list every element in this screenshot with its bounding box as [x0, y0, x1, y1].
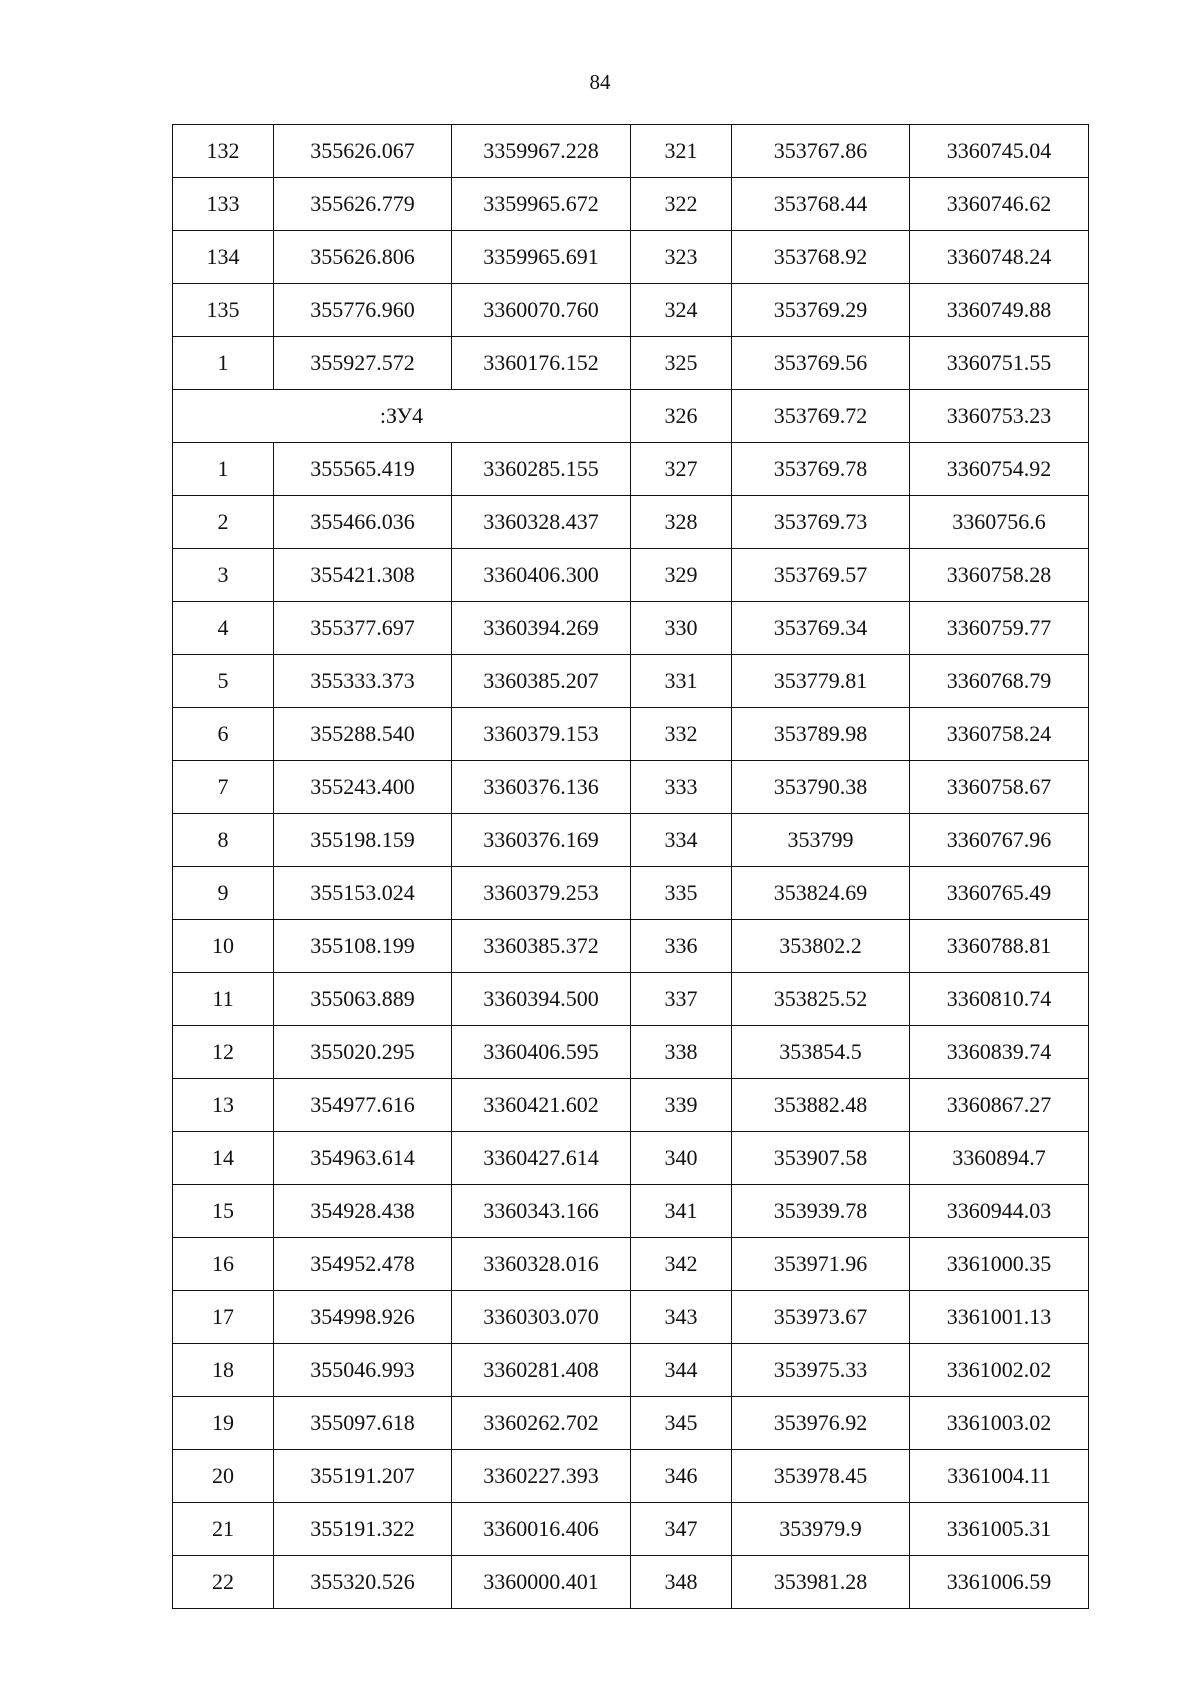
right-y-coordinate-cell: 3361002.02	[910, 1344, 1089, 1397]
left-point-number-cell: 22	[173, 1556, 274, 1609]
table-row	[173, 496, 1089, 549]
left-point-number-cell: 17	[173, 1291, 274, 1344]
table-row	[173, 1503, 1089, 1556]
left-x-coordinate-cell: 355377.697	[274, 602, 452, 655]
right-x-coordinate-cell: 353769.72	[732, 390, 910, 443]
right-y-coordinate-cell: 3361006.59	[910, 1556, 1089, 1609]
right-x-coordinate-cell: 353981.28	[732, 1556, 910, 1609]
right-x-coordinate-cell: 353769.34	[732, 602, 910, 655]
right-point-number-cell: 334	[631, 814, 732, 867]
left-x-coordinate-cell: 355626.779	[274, 178, 452, 231]
left-y-coordinate-cell: 3360000.401	[452, 1556, 631, 1609]
right-point-number-cell: 339	[631, 1079, 732, 1132]
left-point-number-cell: 3	[173, 549, 274, 602]
left-point-number-cell: 18	[173, 1344, 274, 1397]
left-point-number-cell: 5	[173, 655, 274, 708]
left-x-coordinate-cell: 355243.400	[274, 761, 452, 814]
coordinates-table-body	[173, 125, 1089, 1609]
left-y-coordinate-cell: 3360262.702	[452, 1397, 631, 1450]
left-point-number-cell: 8	[173, 814, 274, 867]
right-y-coordinate-cell: 3360758.67	[910, 761, 1089, 814]
right-x-coordinate-cell: 353939.78	[732, 1185, 910, 1238]
right-point-number-cell: 325	[631, 337, 732, 390]
left-point-number-cell: 19	[173, 1397, 274, 1450]
right-point-number-cell: 335	[631, 867, 732, 920]
right-y-coordinate-cell: 3360756.6	[910, 496, 1089, 549]
left-y-coordinate-cell: 3360421.602	[452, 1079, 631, 1132]
left-x-coordinate-cell: 355626.067	[274, 125, 452, 178]
right-x-coordinate-cell: 353768.92	[732, 231, 910, 284]
table-row	[173, 1238, 1089, 1291]
right-point-number-cell: 343	[631, 1291, 732, 1344]
left-point-number-cell: 16	[173, 1238, 274, 1291]
left-point-number-cell: 20	[173, 1450, 274, 1503]
left-x-coordinate-cell: 355333.373	[274, 655, 452, 708]
table-row	[173, 178, 1089, 231]
right-point-number-cell: 336	[631, 920, 732, 973]
left-point-number-cell: 14	[173, 1132, 274, 1185]
right-point-number-cell: 328	[631, 496, 732, 549]
table-row	[173, 602, 1089, 655]
left-point-number-cell: 15	[173, 1185, 274, 1238]
table-row	[173, 1556, 1089, 1609]
right-y-coordinate-cell: 3360748.24	[910, 231, 1089, 284]
left-x-coordinate-cell: 355320.526	[274, 1556, 452, 1609]
table-row	[173, 973, 1089, 1026]
right-point-number-cell: 332	[631, 708, 732, 761]
right-point-number-cell: 338	[631, 1026, 732, 1079]
right-x-coordinate-cell: 353907.58	[732, 1132, 910, 1185]
table-row	[173, 761, 1089, 814]
table-row	[173, 231, 1089, 284]
table-row	[173, 337, 1089, 390]
left-x-coordinate-cell: 355020.295	[274, 1026, 452, 1079]
table-row	[173, 284, 1089, 337]
right-point-number-cell: 345	[631, 1397, 732, 1450]
right-y-coordinate-cell: 3361003.02	[910, 1397, 1089, 1450]
table-row	[173, 1344, 1089, 1397]
right-point-number-cell: 327	[631, 443, 732, 496]
right-x-coordinate-cell: 353979.9	[732, 1503, 910, 1556]
left-x-coordinate-cell: 354963.614	[274, 1132, 452, 1185]
right-y-coordinate-cell: 3360749.88	[910, 284, 1089, 337]
left-y-coordinate-cell: 3359967.228	[452, 125, 631, 178]
left-point-number-cell: 132	[173, 125, 274, 178]
left-y-coordinate-cell: 3360285.155	[452, 443, 631, 496]
right-x-coordinate-cell: 353790.38	[732, 761, 910, 814]
right-y-coordinate-cell: 3360767.96	[910, 814, 1089, 867]
table-row	[173, 1185, 1089, 1238]
left-x-coordinate-cell: 355466.036	[274, 496, 452, 549]
right-y-coordinate-cell: 3360745.04	[910, 125, 1089, 178]
left-x-coordinate-cell: 355776.960	[274, 284, 452, 337]
left-point-number-cell: 4	[173, 602, 274, 655]
left-point-number-cell: 134	[173, 231, 274, 284]
right-point-number-cell: 333	[631, 761, 732, 814]
left-y-coordinate-cell: 3360176.152	[452, 337, 631, 390]
left-x-coordinate-cell: 355191.207	[274, 1450, 452, 1503]
left-x-coordinate-cell: 355198.159	[274, 814, 452, 867]
right-x-coordinate-cell: 353824.69	[732, 867, 910, 920]
right-y-coordinate-cell: 3360758.24	[910, 708, 1089, 761]
right-point-number-cell: 347	[631, 1503, 732, 1556]
left-x-coordinate-cell: 355153.024	[274, 867, 452, 920]
right-point-number-cell: 322	[631, 178, 732, 231]
left-point-number-cell: 21	[173, 1503, 274, 1556]
table-row	[173, 708, 1089, 761]
right-point-number-cell: 326	[631, 390, 732, 443]
left-y-coordinate-cell: 3360328.437	[452, 496, 631, 549]
left-x-coordinate-cell: 355097.618	[274, 1397, 452, 1450]
left-y-coordinate-cell: 3360385.372	[452, 920, 631, 973]
right-x-coordinate-cell: 353769.73	[732, 496, 910, 549]
right-point-number-cell: 329	[631, 549, 732, 602]
table-row	[173, 1291, 1089, 1344]
left-x-coordinate-cell: 354952.478	[274, 1238, 452, 1291]
table-row	[173, 867, 1089, 920]
left-y-coordinate-cell: 3359965.691	[452, 231, 631, 284]
right-y-coordinate-cell: 3360894.7	[910, 1132, 1089, 1185]
table-row	[173, 125, 1089, 178]
left-point-number-cell: 11	[173, 973, 274, 1026]
right-x-coordinate-cell: 353802.2	[732, 920, 910, 973]
right-y-coordinate-cell: 3360765.49	[910, 867, 1089, 920]
right-point-number-cell: 324	[631, 284, 732, 337]
left-point-number-cell: 10	[173, 920, 274, 973]
right-point-number-cell: 346	[631, 1450, 732, 1503]
left-y-coordinate-cell: 3360016.406	[452, 1503, 631, 1556]
right-point-number-cell: 340	[631, 1132, 732, 1185]
left-y-coordinate-cell: 3360227.393	[452, 1450, 631, 1503]
right-y-coordinate-cell: 3360746.62	[910, 178, 1089, 231]
right-x-coordinate-cell: 353799	[732, 814, 910, 867]
left-y-coordinate-cell: 3360427.614	[452, 1132, 631, 1185]
section-label-cell: :ЗУ4	[173, 390, 631, 443]
table-row	[173, 549, 1089, 602]
left-y-coordinate-cell: 3359965.672	[452, 178, 631, 231]
left-y-coordinate-cell: 3360343.166	[452, 1185, 631, 1238]
right-y-coordinate-cell: 3360768.79	[910, 655, 1089, 708]
right-x-coordinate-cell: 353768.44	[732, 178, 910, 231]
table-row	[173, 1132, 1089, 1185]
right-y-coordinate-cell: 3360753.23	[910, 390, 1089, 443]
left-point-number-cell: 1	[173, 443, 274, 496]
left-point-number-cell: 135	[173, 284, 274, 337]
right-y-coordinate-cell: 3360754.92	[910, 443, 1089, 496]
right-y-coordinate-cell: 3360839.74	[910, 1026, 1089, 1079]
left-x-coordinate-cell: 354928.438	[274, 1185, 452, 1238]
right-point-number-cell: 341	[631, 1185, 732, 1238]
coordinates-table	[172, 124, 1089, 1609]
right-point-number-cell: 330	[631, 602, 732, 655]
left-y-coordinate-cell: 3360376.169	[452, 814, 631, 867]
right-y-coordinate-cell: 3360751.55	[910, 337, 1089, 390]
left-point-number-cell: 6	[173, 708, 274, 761]
right-y-coordinate-cell: 3361004.11	[910, 1450, 1089, 1503]
left-point-number-cell: 2	[173, 496, 274, 549]
left-x-coordinate-cell: 355063.889	[274, 973, 452, 1026]
right-x-coordinate-cell: 353769.56	[732, 337, 910, 390]
left-x-coordinate-cell: 355927.572	[274, 337, 452, 390]
left-y-coordinate-cell: 3360394.269	[452, 602, 631, 655]
right-y-coordinate-cell: 3361000.35	[910, 1238, 1089, 1291]
right-x-coordinate-cell: 353973.67	[732, 1291, 910, 1344]
right-x-coordinate-cell: 353767.86	[732, 125, 910, 178]
right-point-number-cell: 348	[631, 1556, 732, 1609]
right-y-coordinate-cell: 3361005.31	[910, 1503, 1089, 1556]
table-row	[173, 920, 1089, 973]
left-x-coordinate-cell: 355626.806	[274, 231, 452, 284]
table-row	[173, 655, 1089, 708]
right-point-number-cell: 331	[631, 655, 732, 708]
left-y-coordinate-cell: 3360376.136	[452, 761, 631, 814]
left-x-coordinate-cell: 355565.419	[274, 443, 452, 496]
table-row	[173, 814, 1089, 867]
left-x-coordinate-cell: 355288.540	[274, 708, 452, 761]
left-y-coordinate-cell: 3360406.300	[452, 549, 631, 602]
right-x-coordinate-cell: 353769.29	[732, 284, 910, 337]
left-y-coordinate-cell: 3360070.760	[452, 284, 631, 337]
right-x-coordinate-cell: 353882.48	[732, 1079, 910, 1132]
left-x-coordinate-cell: 354998.926	[274, 1291, 452, 1344]
left-x-coordinate-cell: 355046.993	[274, 1344, 452, 1397]
right-point-number-cell: 344	[631, 1344, 732, 1397]
left-point-number-cell: 12	[173, 1026, 274, 1079]
left-x-coordinate-cell: 355191.322	[274, 1503, 452, 1556]
left-y-coordinate-cell: 3360328.016	[452, 1238, 631, 1291]
right-point-number-cell: 321	[631, 125, 732, 178]
right-point-number-cell: 337	[631, 973, 732, 1026]
right-point-number-cell: 323	[631, 231, 732, 284]
left-y-coordinate-cell: 3360303.070	[452, 1291, 631, 1344]
table-row	[173, 1450, 1089, 1503]
right-x-coordinate-cell: 353854.5	[732, 1026, 910, 1079]
right-y-coordinate-cell: 3361001.13	[910, 1291, 1089, 1344]
left-point-number-cell: 7	[173, 761, 274, 814]
page-number: 84	[589, 70, 611, 94]
right-point-number-cell: 342	[631, 1238, 732, 1291]
left-y-coordinate-cell: 3360385.207	[452, 655, 631, 708]
left-y-coordinate-cell: 3360406.595	[452, 1026, 631, 1079]
right-y-coordinate-cell: 3360867.27	[910, 1079, 1089, 1132]
right-x-coordinate-cell: 353769.78	[732, 443, 910, 496]
right-x-coordinate-cell: 353971.96	[732, 1238, 910, 1291]
right-y-coordinate-cell: 3360758.28	[910, 549, 1089, 602]
right-x-coordinate-cell: 353976.92	[732, 1397, 910, 1450]
right-x-coordinate-cell: 353975.33	[732, 1344, 910, 1397]
table-row	[173, 1397, 1089, 1450]
table-row	[173, 1079, 1089, 1132]
right-x-coordinate-cell: 353779.81	[732, 655, 910, 708]
left-y-coordinate-cell: 3360394.500	[452, 973, 631, 1026]
left-point-number-cell: 1	[173, 337, 274, 390]
left-x-coordinate-cell: 354977.616	[274, 1079, 452, 1132]
left-y-coordinate-cell: 3360379.153	[452, 708, 631, 761]
left-x-coordinate-cell: 355108.199	[274, 920, 452, 973]
table-row	[173, 1026, 1089, 1079]
left-x-coordinate-cell: 355421.308	[274, 549, 452, 602]
left-point-number-cell: 133	[173, 178, 274, 231]
table-row	[173, 443, 1089, 496]
right-y-coordinate-cell: 3360788.81	[910, 920, 1089, 973]
left-y-coordinate-cell: 3360379.253	[452, 867, 631, 920]
right-y-coordinate-cell: 3360810.74	[910, 973, 1089, 1026]
left-point-number-cell: 9	[173, 867, 274, 920]
table-row	[173, 390, 1089, 443]
right-y-coordinate-cell: 3360944.03	[910, 1185, 1089, 1238]
right-y-coordinate-cell: 3360759.77	[910, 602, 1089, 655]
right-x-coordinate-cell: 353978.45	[732, 1450, 910, 1503]
left-y-coordinate-cell: 3360281.408	[452, 1344, 631, 1397]
left-point-number-cell: 13	[173, 1079, 274, 1132]
right-x-coordinate-cell: 353789.98	[732, 708, 910, 761]
right-x-coordinate-cell: 353769.57	[732, 549, 910, 602]
right-x-coordinate-cell: 353825.52	[732, 973, 910, 1026]
